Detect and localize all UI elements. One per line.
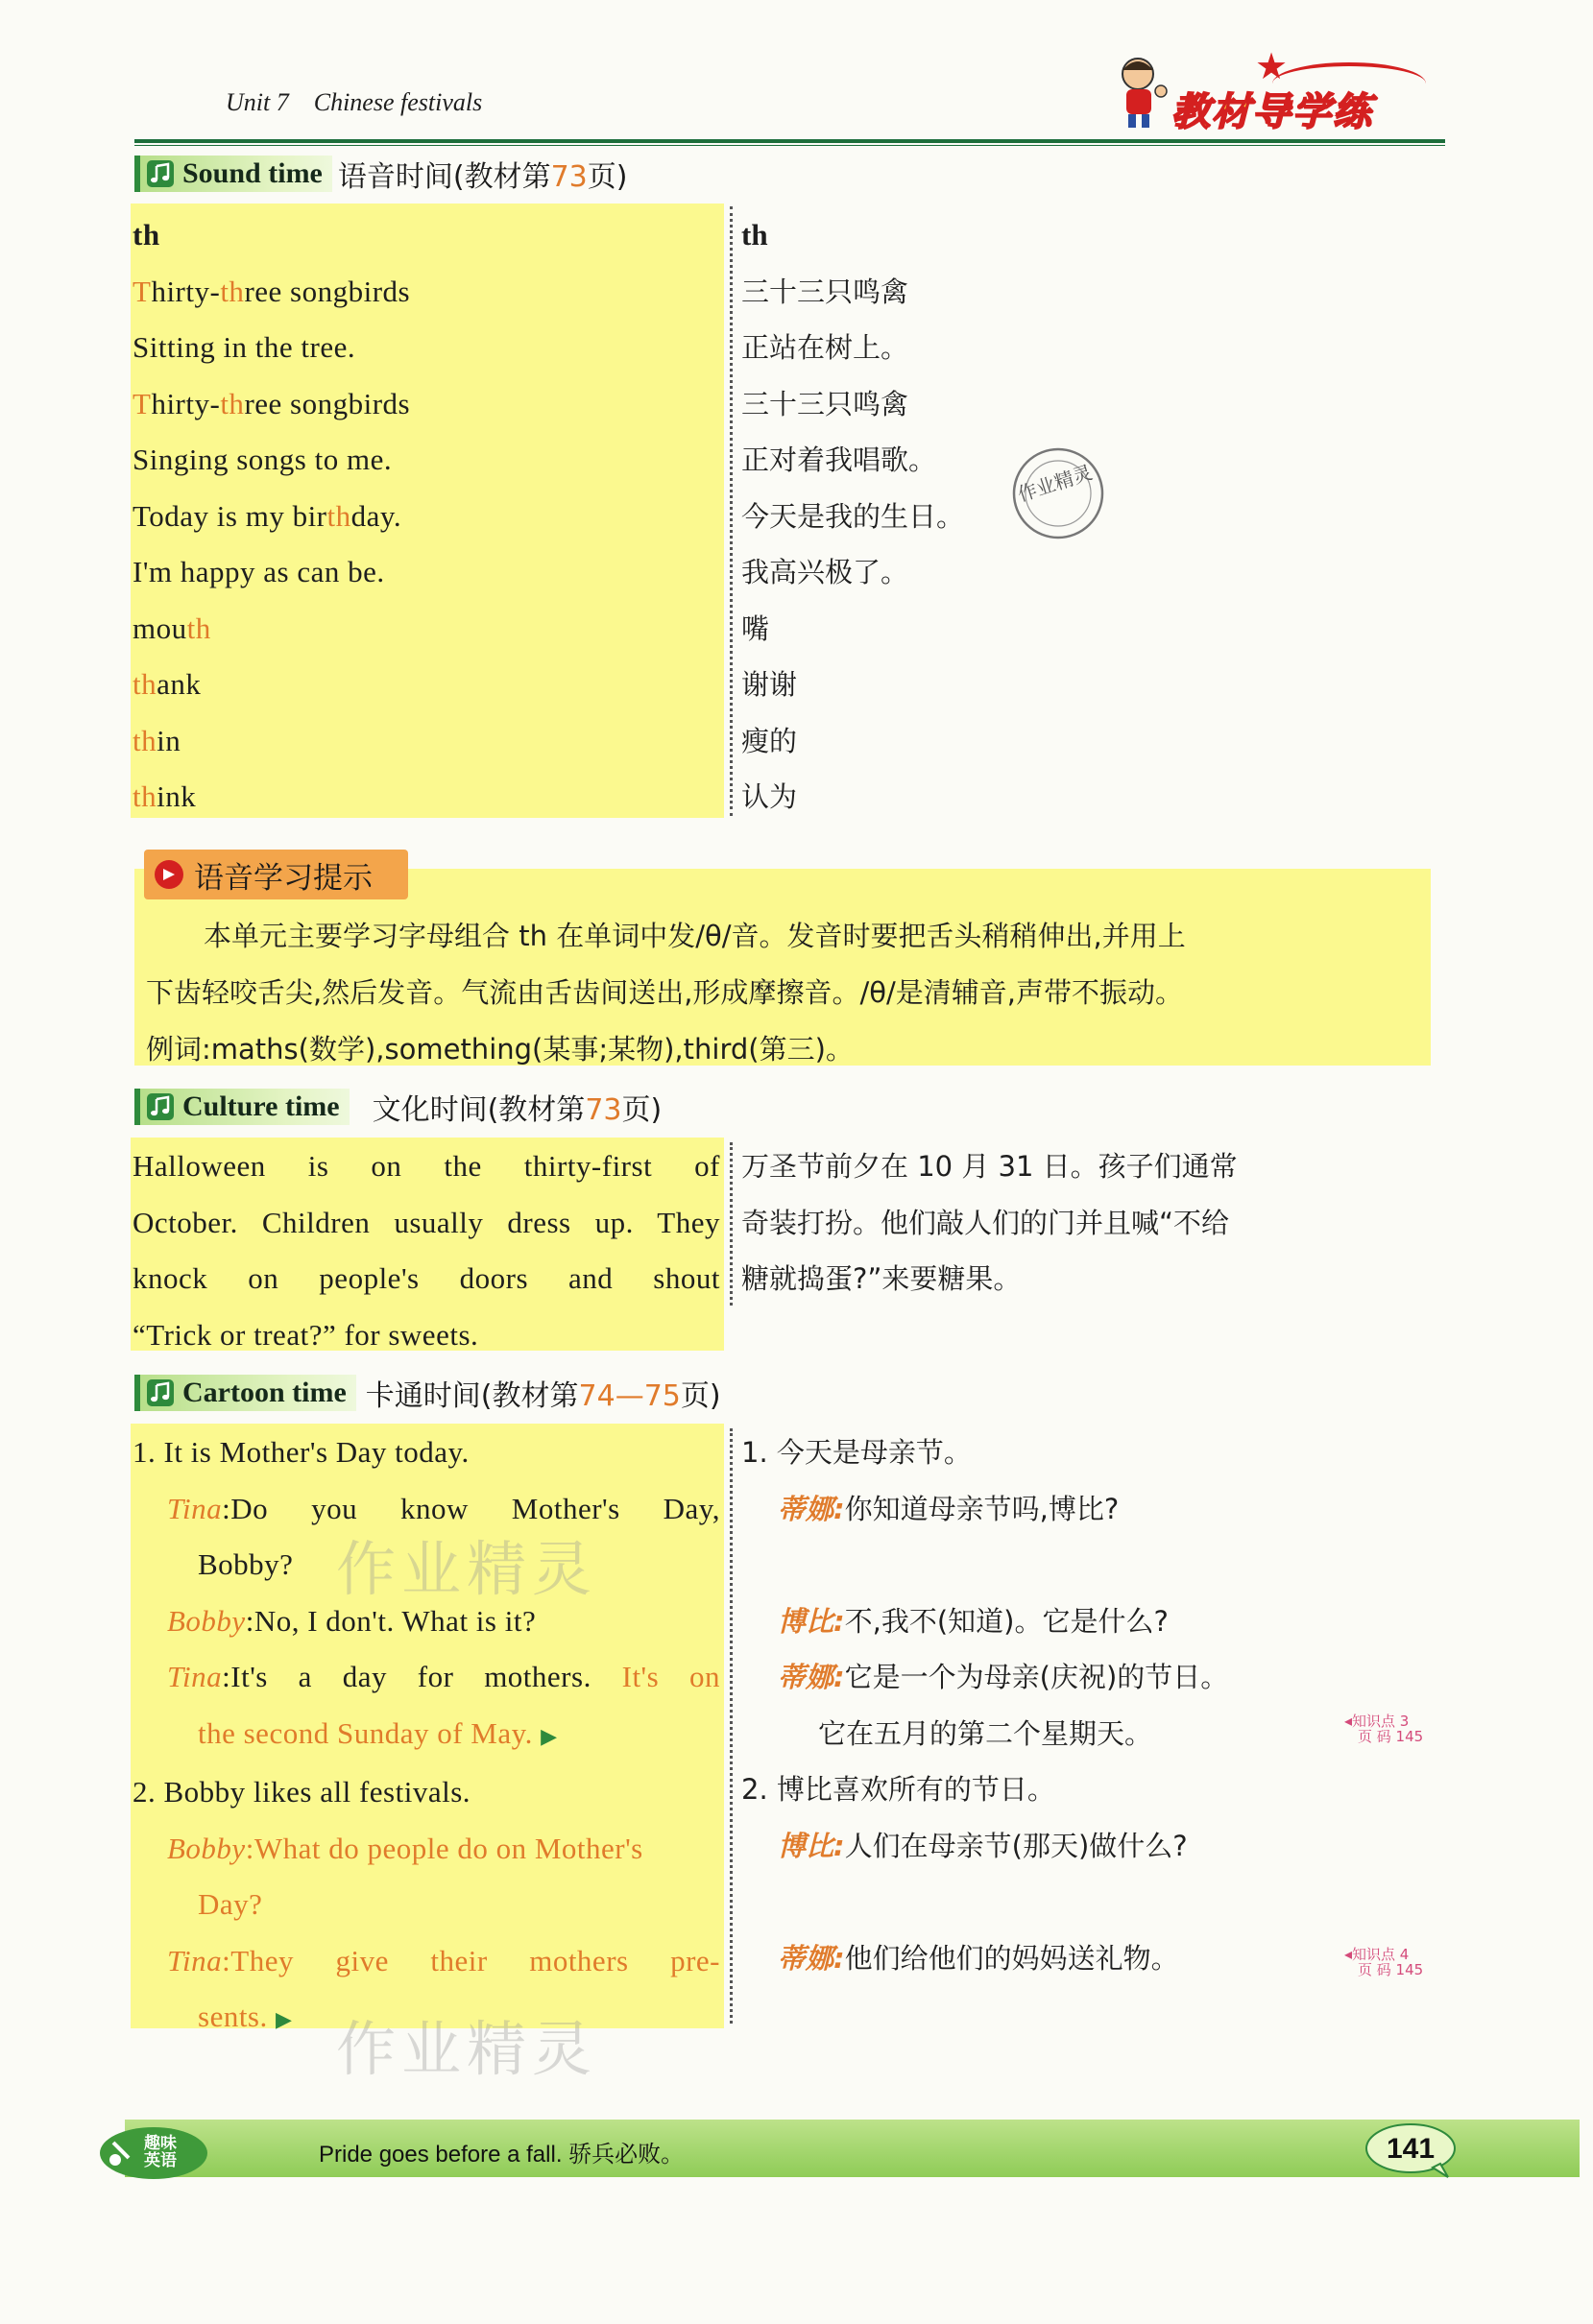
kp-label: 知识点 4 (1352, 1946, 1410, 1963)
pronunciation-tip-heading (144, 850, 408, 899)
watermark: 作业精灵 (336, 2014, 598, 2084)
cartoon-cn-line: 蒂娜:它是一个为母亲(庆祝)的节日。 (778, 1661, 1229, 1693)
sound-en-word: mouth (133, 611, 211, 645)
cartoon-cn-scene-2: 2. 博比喜欢所有的节日。 (741, 1773, 1055, 1806)
cartoon-line-text: No, I don't. What is it? (253, 1603, 537, 1638)
cartoon-line-cont: Bobby? (198, 1547, 294, 1581)
cartoon-line-text: Do you know Mother's Day, (230, 1491, 720, 1525)
cartoon-en-text (133, 1425, 720, 2048)
cartoon-cn-line-text: 不,我不(知道)。它是什么? (844, 1604, 1169, 1638)
sound-cn-word: 嘴 (741, 611, 770, 645)
cartoon-line-text: They give their mothers pre- (230, 1943, 720, 1977)
speaker-bobby: Bobby (167, 1603, 246, 1638)
page-number: 141 (1386, 2133, 1436, 2165)
cartoon-key-phrase: the second Sunday of May. (198, 1715, 533, 1750)
sound-cn-title-text: 语音时间(教材第 (337, 160, 551, 194)
unit-title: Chinese festivals (313, 88, 483, 116)
series-logo (1099, 43, 1445, 139)
cartoon-cn-line: 博比:不,我不(知道)。它是什么? (778, 1604, 1169, 1638)
sound-en-word: thank (133, 667, 202, 701)
proverb: Pride goes before a fall. 骄兵必败。 (319, 2142, 685, 2168)
knowledge-point-ref-3[interactable] (1344, 1713, 1423, 1744)
sound-cn-line: 今天是我的生日。 (741, 499, 965, 533)
cartoon-cn-line: 蒂娜:你知道母亲节吗,博比? (778, 1492, 1120, 1525)
cartoon-cn-scene-1: 1. 今天是母亲节。 (741, 1436, 972, 1469)
sound-en-line: Sitting in the tree. (133, 330, 356, 364)
watermark: 作业精灵 (336, 1534, 598, 1604)
stamp-icon (1006, 442, 1110, 545)
pronunciation-tip-text (146, 908, 1433, 1078)
speaker-tina-cn: 蒂娜 (778, 1941, 834, 1975)
sound-cn-word: 认为 (741, 780, 798, 813)
culture-time-tag (134, 1089, 350, 1125)
cartoon-line-cont: Day? (198, 1887, 263, 1921)
play-arrow-icon: ▶ (276, 2007, 293, 2031)
culture-en-line: October. Children usually dress up. They (133, 1205, 720, 1239)
culture-en-line: “Trick or treat?” for sweets. (133, 1317, 479, 1352)
kp-page: 页 码 145 (1358, 1728, 1424, 1745)
tip-bulb-icon (152, 857, 186, 892)
cartoon-line-tina-2: Tina:It's a day for mothers. It's on (167, 1660, 721, 1693)
cartoon-divider (730, 1428, 733, 2024)
header-rule-thin (134, 145, 1445, 146)
music-note-icon (146, 1092, 175, 1121)
sound-cn-line: 正对着我唱歌。 (741, 443, 937, 476)
arrow-left-icon: ◂ (1344, 1712, 1353, 1730)
cartoon-scene-2: 2. Bobby likes all festivals. (133, 1775, 471, 1809)
culture-time-label: Culture time (182, 1090, 340, 1122)
sound-cn-line: 三十三只鸣禽 (741, 275, 909, 308)
sound-en-word: think (133, 779, 197, 813)
sound-cn-line: 三十三只鸣禽 (741, 387, 909, 420)
culture-page-ref: 73 (585, 1093, 622, 1127)
sound-cn-word: 瘦的 (741, 724, 798, 757)
culture-cn-line: 糖就捣蛋?”来要糖果。 (741, 1262, 1022, 1295)
sound-page-ref: 73 (550, 160, 588, 194)
cartoon-time-heading (134, 1373, 721, 1413)
culture-cn-line: 奇装打扮。他们敲人们的门并且喊“不给 (741, 1206, 1230, 1239)
kp-label: 知识点 3 (1352, 1713, 1410, 1730)
tip-line: 例词:maths(数学),something(某事;某物),third(第三)。 (146, 1033, 854, 1066)
sound-en-line: I'm happy as can be. (133, 555, 385, 588)
tip-title: 语音学习提示 (194, 860, 373, 896)
sound-en-line: Thirty-three songbirds (133, 386, 411, 420)
cartoon-cn-line: 博比:人们在母亲节(那天)做什么? (778, 1829, 1188, 1862)
speaker-tina: Tina (167, 1491, 223, 1525)
cartoon-cn-line-text: 人们在母亲节(那天)做什么? (844, 1829, 1188, 1862)
cartoon-cn-blank (741, 1537, 1337, 1593)
kp-page: 页 码 145 (1358, 1961, 1424, 1978)
sound-cn-line: 正站在树上。 (741, 331, 909, 364)
sound-cn-word: 谢谢 (741, 668, 798, 701)
cartoon-cn-line: 蒂娜:他们给他们的妈妈送礼物。 (778, 1941, 1179, 1975)
cartoon-page-ref: 74—75 (578, 1379, 681, 1413)
cartoon-line-bobby-1: Bobby:No, I don't. What is it? (167, 1603, 537, 1638)
culture-divider (730, 1142, 733, 1306)
sound-time-cn-title (338, 153, 628, 195)
knowledge-point-ref-4[interactable] (1344, 1947, 1423, 1977)
culture-time-heading (134, 1087, 662, 1127)
culture-en-line: knock on people's doors and shout (133, 1261, 720, 1295)
sound-cn-suffix: 页) (587, 160, 628, 194)
sound-en-line: Thirty-three songbirds (133, 274, 411, 308)
cartoon-line-bobby-2: Bobby:What do people do on Mother's (167, 1831, 643, 1865)
speaker-tina: Tina (167, 1660, 223, 1693)
sound-divider (730, 206, 733, 816)
series-logo-text: 教材导学练 (1171, 90, 1373, 134)
cartoon-cn-suffix: 页) (680, 1379, 721, 1413)
cartoon-line-tina-3: Tina:They give their mothers pre- (167, 1943, 720, 1977)
sound-cn-column (741, 207, 1049, 826)
arrow-left-icon: ◂ (1344, 1945, 1353, 1963)
star-icon: ★ (1255, 45, 1289, 87)
cartoon-key-phrase: It's on (621, 1660, 721, 1693)
cartoon-line-tina-1: Tina:Do you know Mother's Day, (167, 1491, 720, 1525)
header-rule (134, 139, 1445, 143)
cartoon-cn-text (741, 1425, 1337, 1986)
sound-en-head: th (133, 218, 160, 252)
cartoon-scene-1: 1. It is Mother's Day today. (133, 1435, 470, 1469)
culture-en-line: Halloween is on the thirty-first of (133, 1149, 720, 1183)
cartoon-cn-line-text: 你知道母亲节吗,博比? (844, 1492, 1120, 1525)
unit-header (226, 88, 507, 117)
stamp-text: 作业精灵 (1014, 460, 1096, 507)
music-note-icon (146, 159, 175, 188)
speaker-bobby-cn: 博比 (778, 1829, 834, 1862)
sound-cn-head: th (741, 218, 768, 252)
cartoon-time-tag (134, 1375, 356, 1411)
sound-time-tag (134, 156, 332, 192)
culture-cn-title-text: 文化时间(教材第 (372, 1093, 586, 1127)
sound-en-line: Singing songs to me. (133, 443, 393, 476)
cartoon-cn-line-text: 他们给他们的妈妈送礼物。 (844, 1941, 1179, 1975)
speaker-tina: Tina (167, 1943, 223, 1977)
speaker-tina-cn: 蒂娜 (778, 1661, 834, 1693)
cartoon-time-cn-title (366, 1372, 721, 1414)
tip-line: 本单元主要学习字母组合 th 在单词中发/θ/音。发音时要把舌头稍稍伸出,并用上 (204, 920, 1186, 952)
cartoon-cn-line-text: 它是一个为母亲(庆祝)的节日。 (844, 1661, 1229, 1693)
kid-mascot-icon (1109, 53, 1171, 130)
culture-cn-text (741, 1138, 1337, 1307)
play-arrow-icon: ▶ (541, 1723, 558, 1748)
speaker-bobby: Bobby (167, 1831, 246, 1865)
cartoon-cn-line: 它在五月的第二个星期天。 (818, 1716, 1153, 1750)
culture-cn-line: 万圣节前夕在 10 月 31 日。孩子们通常 (741, 1150, 1238, 1183)
speaker-bobby-cn: 博比 (778, 1604, 834, 1638)
cartoon-line-text: What do people do on Mother's (253, 1831, 643, 1865)
culture-en-text (133, 1138, 720, 1363)
speaker-tina-cn: 蒂娜 (778, 1492, 834, 1525)
cartoon-line-cont (133, 1706, 720, 1765)
fun-english-label: 趣味英语 (144, 2134, 177, 2170)
cartoon-cn-title-text: 卡通时间(教材第 (365, 1379, 579, 1413)
unit-label: Unit 7 (226, 88, 289, 116)
cartoon-key-phrase: sents. (198, 2000, 268, 2033)
sound-time-heading (134, 154, 628, 194)
cartoon-line-text: It's a day for mothers. (230, 1660, 591, 1693)
cartoon-cn-blank (741, 1874, 1337, 1930)
tip-line: 下齿轻咬舌尖,然后发音。气流由舌齿间送出,形成摩擦音。/θ/是清辅音,声带不振动。 (146, 976, 1183, 1009)
cartoon-time-label: Cartoon time (182, 1377, 347, 1408)
sound-en-column (133, 207, 718, 826)
music-note-icon (146, 1378, 175, 1407)
culture-time-cn-title (373, 1086, 663, 1128)
sound-cn-line: 我高兴极了。 (741, 556, 909, 588)
sound-en-line: Today is my birthday. (133, 498, 402, 533)
culture-cn-suffix: 页) (621, 1093, 663, 1127)
sound-en-word: thin (133, 723, 181, 757)
sound-time-label: Sound time (182, 157, 323, 189)
